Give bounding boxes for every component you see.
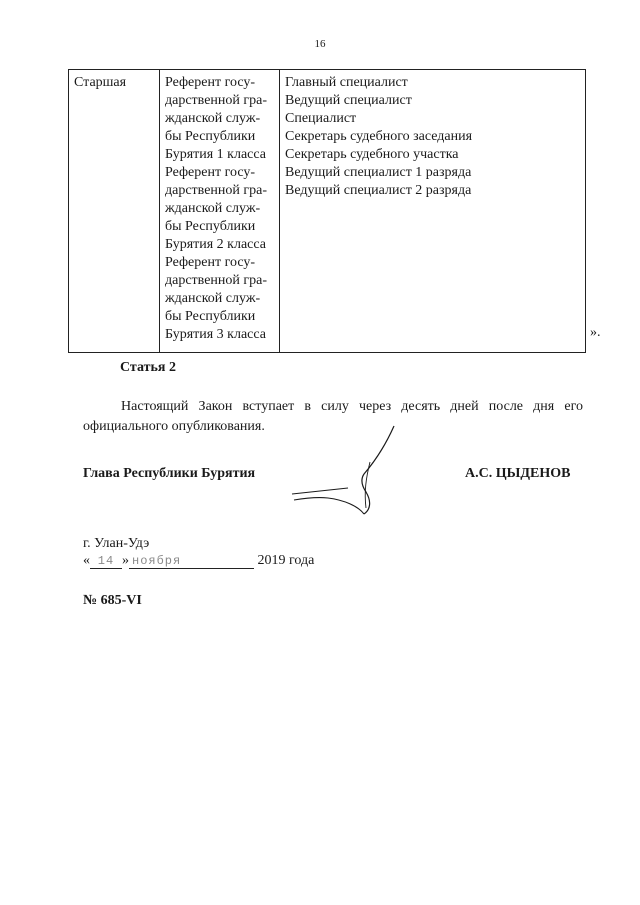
rank-line: жданской служ- bbox=[165, 201, 261, 216]
date-year: 2019 года bbox=[257, 553, 315, 568]
rank-line: Бурятия 2 класса bbox=[165, 237, 266, 252]
rank-line: дарственной гра- bbox=[165, 93, 268, 108]
group-label: Старшая bbox=[74, 75, 127, 90]
rank-line: Референт госу- bbox=[165, 165, 256, 180]
rank-line: Референт госу- bbox=[165, 75, 256, 90]
rank-line: дарственной гра- bbox=[165, 273, 268, 288]
page-number: 16 bbox=[314, 38, 326, 50]
rank-line: Референт госу- bbox=[165, 255, 256, 270]
date-day: 14 bbox=[90, 554, 122, 569]
article-text: Настоящий Закон вступает в силу через десять дней после дня его официального опубликования. bbox=[83, 399, 583, 434]
position-line: Ведущий специалист 1 разряда bbox=[285, 165, 472, 180]
article-heading: Статья 2 bbox=[120, 360, 176, 375]
position-line: Главный специалист bbox=[285, 75, 408, 90]
date-open-quote: « bbox=[83, 553, 90, 568]
rank-line: бы Республики bbox=[165, 219, 256, 234]
date-month: ноября bbox=[129, 554, 254, 569]
position-line: Специалист bbox=[285, 111, 357, 126]
rank-line: Бурятия 3 класса bbox=[165, 327, 266, 342]
date-close-quote: » bbox=[122, 553, 129, 568]
group-cell bbox=[69, 70, 160, 353]
law-number: № 685-VI bbox=[83, 593, 142, 608]
closing-quote: ». bbox=[590, 325, 601, 340]
ranks-cell bbox=[160, 70, 280, 353]
rank-line: жданской служ- bbox=[165, 111, 261, 126]
table-row bbox=[69, 70, 586, 353]
rank-line: бы Республики bbox=[165, 309, 256, 324]
ranks-table bbox=[68, 69, 586, 353]
position-line: Секретарь судебного заседания bbox=[285, 129, 473, 144]
rank-line: жданской служ- bbox=[165, 291, 261, 306]
signing-date bbox=[83, 553, 314, 569]
place-of-signing: г. Улан-Удэ bbox=[83, 536, 150, 551]
signer-name: А.С. ЦЫДЕНОВ bbox=[465, 466, 571, 481]
rank-line: дарственной гра- bbox=[165, 183, 268, 198]
handwritten-signature bbox=[288, 422, 408, 527]
rank-line: Бурятия 1 класса bbox=[165, 147, 266, 162]
rank-line: бы Республики bbox=[165, 129, 256, 144]
position-line: Ведущий специалист 2 разряда bbox=[285, 183, 472, 198]
position-line: Ведущий специалист bbox=[285, 93, 412, 108]
signer-title: Глава Республики Бурятия bbox=[83, 466, 256, 481]
position-line: Секретарь судебного участка bbox=[285, 147, 459, 162]
positions-cell bbox=[280, 70, 586, 353]
